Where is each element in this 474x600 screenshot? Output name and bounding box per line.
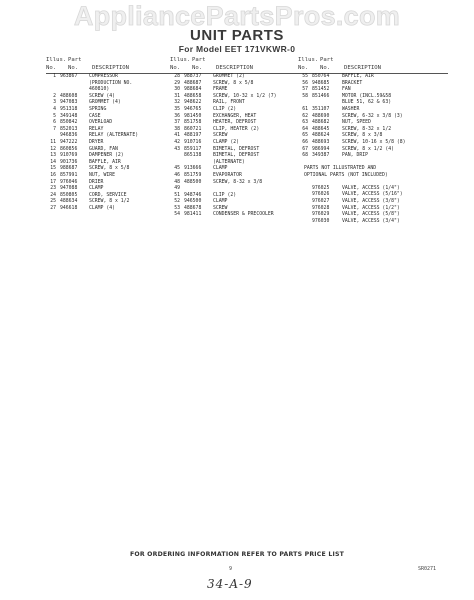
part-description: BLUE 51, 62 & 63) [342,100,392,106]
illus-number: 29 [174,80,180,86]
illus-number: 25 [50,199,56,205]
part-description: CLAMP (4) [89,205,115,211]
part-description: VALVE, ACCESS (5/8") [342,212,400,218]
illus-number: 43 [174,146,180,152]
illus-number: 58 [302,93,308,99]
part-description: CLIP (2) [213,192,237,198]
part-number: 351107 [312,106,330,112]
column-header [298,56,448,74]
table-row [298,133,448,140]
part-description: BRACKET [342,80,363,86]
part-number: 488197 [184,133,202,139]
part-number: 976030 [312,218,330,224]
part-number: 948746 [184,192,202,198]
illus-number: 57 [302,87,308,93]
parts-column-1 [46,56,181,212]
table-row [46,206,178,213]
illus-number: 46 [174,172,180,178]
part-description: (ALTERNATE) [213,159,245,165]
header-part-no: No. [320,65,331,71]
part-description: SCREW, 8 x 5/8 [213,80,254,86]
part-number: 947083 [60,100,78,106]
part-number: 988737 [184,74,202,79]
table-row [46,133,178,140]
header-illus-no: No. [46,65,57,71]
table-row [170,173,302,180]
table-row [46,87,178,94]
part-description: (PRODUCTION NO. [89,80,133,86]
table-row [170,107,302,114]
page-title: UNIT PARTS [190,27,284,44]
part-number: 910769 [60,153,78,159]
illus-number: 61 [302,106,308,112]
part-number: 860856 [60,146,78,152]
part-number: 947222 [60,139,78,145]
table-row [46,173,178,180]
part-number: 488690 [312,113,330,119]
part-description: SCREW, 6-32 x 3/8 (3) [342,113,403,119]
part-description: SCREW (4) [89,93,115,99]
part-number: 488682 [312,120,330,126]
illus-number: 65 [302,133,308,139]
part-description: BIMETAL, DEFROST [213,153,260,159]
part-number: 976025 [312,185,330,191]
illus-number: 27 [50,205,56,211]
table-row [298,140,448,147]
part-description: SCREW, 10-16 x 5/8 (8) [342,139,406,145]
illus-number: 6 [53,120,56,126]
part-number: 349387 [312,153,330,159]
part-description: CORD, SERVICE [89,192,127,198]
header-illus: Illus. [170,57,191,63]
part-description: VALVE, ACCESS (1/4") [342,185,400,191]
illus-number: 67 [302,146,308,152]
part-number: 860721 [184,126,202,132]
illus-number: 55 [302,74,308,79]
part-description: VALVE, ACCESS (3/4") [342,218,400,224]
illus-number: 2 [53,93,56,99]
model-subtitle: For Model EET 171VKWR-0 [178,44,296,54]
illus-number: 3 [53,100,56,106]
table-row [170,186,302,193]
part-number: 488678 [184,205,202,211]
part-description: DRIER [89,179,104,185]
part-number: 850805 [60,192,78,198]
part-number: 488693 [312,139,330,145]
part-description: HEATER, DEFROST [213,120,257,126]
part-description: OVERLOAD [89,120,113,126]
part-description: SCREW, 10-32 x 1/2 (7) [213,93,277,99]
table-row [170,153,302,160]
illus-number: 45 [174,166,180,172]
part-description: RELAY (ALTERNATE) [89,133,139,139]
part-number: 948685 [312,80,330,86]
part-description: SCREW, 8-32 x 3/8 [213,179,263,185]
column-header [46,56,181,74]
part-number: 349148 [60,113,78,119]
part-description: FAN [342,87,351,93]
illus-number: 38 [174,126,180,132]
parts-list [298,74,448,160]
illus-number: 51 [174,192,180,198]
illus-number: 63 [302,120,308,126]
part-description: DRYER [89,139,104,145]
illus-number: 41 [174,133,180,139]
parts-column-3 [298,56,448,225]
part-description: CLAMP [89,186,104,192]
part-description: RAIL, FRONT [213,100,245,106]
watermark: AppliancePartsPros.com [73,1,401,31]
parts-list [170,74,302,219]
page-number: 9 [229,566,233,572]
illus-number: 30 [174,87,180,93]
part-description: NUT, WIRE [89,172,115,178]
part-number: 488608 [60,93,78,99]
table-row [298,192,448,199]
part-description: MOTOR (INCL.59&58 [342,93,392,99]
part-number: 850842 [60,120,78,126]
part-description: WASHER [342,106,360,112]
part-number: 948622 [184,100,202,106]
illus-number: 62 [302,113,308,119]
part-number: 963867 [60,74,78,79]
part-description: GUARD, FAN [89,146,118,152]
part-number: 976046 [60,179,78,185]
table-row [298,107,448,114]
part-description: CASE [89,113,101,119]
part-description: GROMMET (2) [213,74,245,79]
part-number: 857991 [60,172,78,178]
illus-number: 23 [50,186,56,192]
part-description: SCREW, 8 x 5/8 [89,166,130,172]
part-number: 976028 [312,205,330,211]
illus-number: 52 [174,199,180,205]
part-description: EXCHANGER, HEAT [213,113,257,119]
note-line-1: PARTS NOT ILLUSTRATED AND [304,166,377,172]
table-row [170,180,302,187]
part-description: BIMETAL, DEFROST [213,146,260,152]
illus-number: 49 [174,186,180,192]
part-number: 946836 [60,133,78,139]
ordering-footer: FOR ORDERING INFORMATION REFER TO PARTS PRICE LIST [129,551,345,558]
part-number: 901736 [60,159,78,165]
table-row [298,153,448,160]
part-number: 988687 [60,166,78,172]
part-description: SCREW, 8-32 x 1/2 [342,126,392,132]
table-row [170,199,302,206]
table-row [298,87,448,94]
part-number: 946618 [60,205,78,211]
part-number: 913666 [184,166,202,172]
part-number: 851452 [312,87,330,93]
illus-number: 4 [53,106,56,112]
part-number: 988684 [184,87,202,93]
part-number: 850764 [312,74,330,79]
header-illus-no: No. [298,65,309,71]
table-row [46,74,178,81]
parts-column-2 [170,56,302,219]
part-number: 488634 [60,199,78,205]
part-description: VALVE, ACCESS (5/16") [342,192,403,198]
part-description: BAFFLE, AIR [342,74,374,79]
part-description: VALVE, ACCESS (3/8") [342,198,400,204]
table-row [46,186,178,193]
part-number: 488645 [312,126,330,132]
part-description: CLAMP [213,199,228,205]
header-part: Part [192,57,206,63]
illus-number: 35 [174,106,180,112]
table-row [46,81,178,88]
part-number: 488658 [184,93,202,99]
illus-number: 54 [174,212,180,218]
table-row [298,100,448,107]
illus-number: 1 [53,74,56,79]
part-description: NUT, SPEED [342,120,371,126]
table-row [170,212,302,219]
table-row [298,120,448,127]
part-description: CONDENSER & PRECOOLER [213,212,274,218]
part-number: 976027 [312,198,330,204]
table-row [46,107,178,114]
illus-number: 7 [53,126,56,132]
optional-parts-list [298,186,448,226]
part-number: 865138 [184,153,202,159]
table-row [46,153,178,160]
part-number: 947088 [60,186,78,192]
illus-number: 42 [174,139,180,145]
table-row [170,140,302,147]
illus-number: 16 [50,172,56,178]
part-description: CLIP (2) [213,106,237,112]
part-description: CLIP, HEATER (2) [213,126,260,132]
part-description: FRAME [213,87,228,93]
part-description: SCREW [213,205,228,211]
part-number: 488500 [184,179,202,185]
header-part-no: No. [68,65,79,71]
illus-number: 48 [174,179,180,185]
part-number: 851758 [184,120,202,126]
part-description: SCREW [213,133,228,139]
header-description: DESCRIPTION [92,65,130,71]
table-row [170,133,302,140]
header-part: Part [320,57,334,63]
table-row [46,100,178,107]
part-description: VALVE, ACCESS (1/2") [342,205,400,211]
header-part-no: No. [192,65,203,71]
table-row [170,100,302,107]
header-illus-no: No. [170,65,181,71]
illus-number: 14 [50,159,56,165]
table-row [46,166,178,173]
part-description: RELAY [89,126,104,132]
table-row [298,219,448,226]
illus-number: 31 [174,93,180,99]
part-number: 981411 [184,212,202,218]
illus-number: 37 [174,120,180,126]
part-number: 488687 [184,80,202,86]
illus-number: 11 [50,139,56,145]
part-description: SPRING [89,106,107,112]
part-description: GROMMET (4) [89,100,121,106]
part-number: 951318 [60,106,78,112]
illus-number: 5 [53,113,56,119]
part-number: 946765 [184,106,202,112]
part-number: 976026 [312,192,330,198]
illus-number: 24 [50,192,56,198]
part-description: PAN, DRIP [342,153,368,159]
illus-number: 56 [302,80,308,86]
table-row [170,87,302,94]
table-row [298,199,448,206]
part-description: CLAMP (2) [213,139,239,145]
column-header [170,56,302,74]
optional-parts-note [304,166,448,179]
table-row [170,166,302,173]
part-number: 852013 [60,126,78,132]
table-row [46,199,178,206]
part-number: 986994 [312,146,330,152]
handwritten-note: 34-A-9 [207,577,253,591]
header-illus: Illus. [46,57,67,63]
table-row [298,74,448,81]
part-description: BAFFLE, AIR [89,159,121,165]
page-code: SR0271 [418,566,437,572]
part-number: 488624 [312,133,330,139]
part-number: 859117 [184,146,202,152]
illus-number: 53 [174,205,180,211]
part-description: DAMPENER (2) [89,153,124,159]
part-number: 910716 [184,139,202,145]
part-number: 851759 [184,172,202,178]
part-description: 460810) [89,87,110,93]
part-description: COMPRESSOR [89,74,118,79]
header-part: Part [68,57,82,63]
parts-list [46,74,178,212]
note-line-2: OPTIONAL PARTS (NOT INCLUDED) [304,172,388,178]
header-description: DESCRIPTION [344,65,382,71]
table-row [46,140,178,147]
header-description: DESCRIPTION [216,65,254,71]
part-description: SCREW, 8 x 1/2 [89,199,130,205]
part-number: 946500 [184,199,202,205]
table-row [170,74,302,81]
table-row [46,120,178,127]
illus-number: 13 [50,153,56,159]
illus-number: 68 [302,153,308,159]
part-number: 981450 [184,113,202,119]
part-description: CLAMP [213,166,228,172]
part-description: SCREW, 8 x 3/8 [342,133,383,139]
part-description: EVAPORATOR [213,172,242,178]
illus-number: 36 [174,113,180,119]
illus-number: 12 [50,146,56,152]
illus-number: 66 [302,139,308,145]
illus-number: 28 [174,74,180,79]
illus-number: 32 [174,100,180,106]
header-illus: Illus. [298,57,319,63]
table-row [298,212,448,219]
illus-number: 17 [50,179,56,185]
part-number: 976029 [312,212,330,218]
illus-number: 15 [50,166,56,172]
table-row [170,120,302,127]
illus-number: 64 [302,126,308,132]
part-description: SCREW, 8 x 1/2 (4) [342,146,394,152]
part-number: 851466 [312,93,330,99]
